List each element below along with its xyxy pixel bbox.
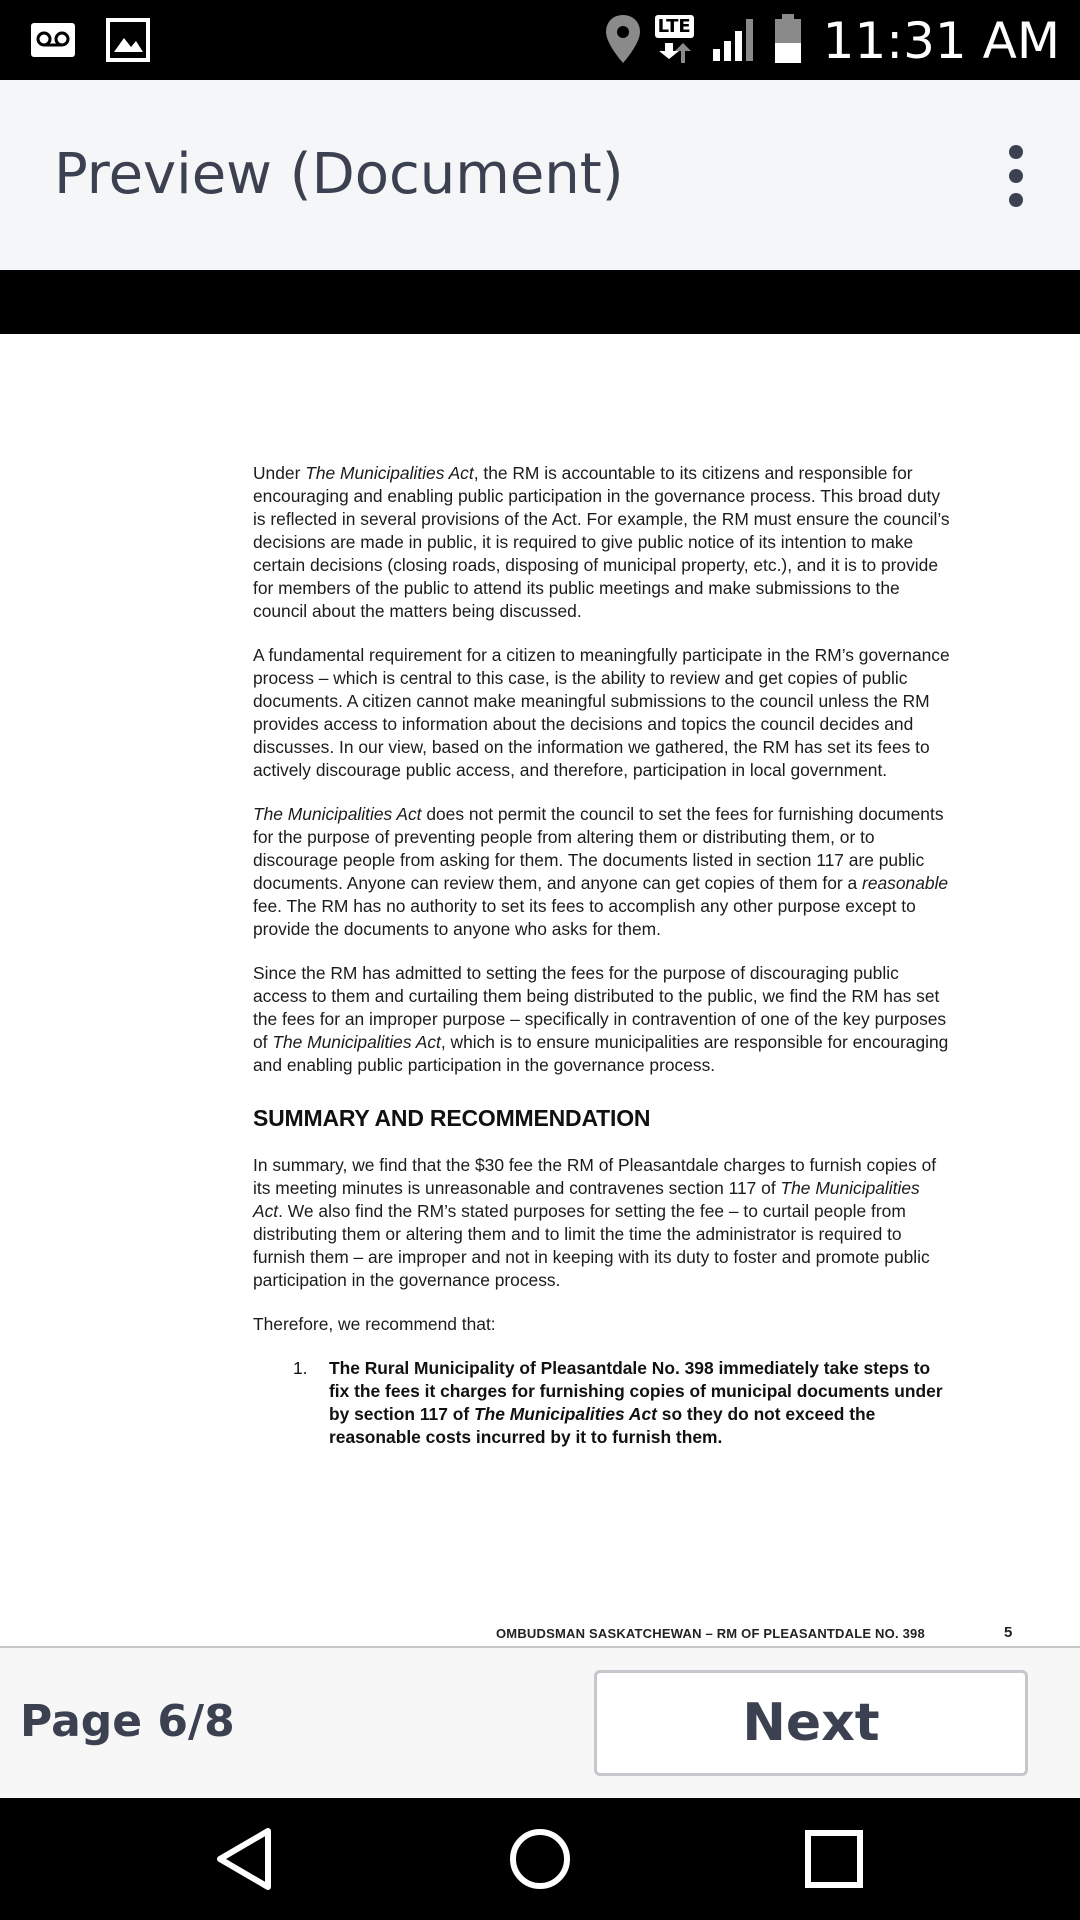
text-run: , which is to ensure municipalities are responsible for encouraging and enabling public participation in the governance process. [253, 1032, 949, 1075]
app-bar [0, 80, 1080, 270]
text-run: The Municipalities Act [253, 1178, 920, 1221]
document-footer: OMBUDSMAN SASKATCHEWAN – RM OF PLEASANTDALE NO. 398 [496, 1626, 925, 1641]
page-title: Preview (Document) [54, 142, 624, 207]
document-paragraph [253, 1313, 953, 1336]
recommendation-number: 1. [293, 1358, 308, 1378]
recommendation-item [293, 1357, 953, 1449]
document-paragraphs [253, 462, 953, 1077]
pager-bar [0, 1648, 1080, 1798]
text-run: In summary, we find that the $30 fee the RM of Pleasantdale charges to furnish copies of its meeting minutes is unreasonable and contravenes section 117 of [253, 1155, 937, 1198]
text-run: reasonable [862, 873, 949, 893]
summary-paragraphs [253, 1154, 953, 1336]
home-button[interactable] [504, 1823, 576, 1895]
more-options-button[interactable] [992, 140, 1040, 212]
document-paragraph [253, 462, 953, 623]
document-paragraph [253, 962, 953, 1077]
document-paragraph [253, 803, 953, 941]
document-paragraph [253, 1154, 953, 1292]
page-indicator: Page 6/8 [20, 1696, 235, 1747]
voicemail-icon [30, 22, 76, 63]
preview-top-band [0, 270, 1080, 334]
signal-icon [711, 15, 761, 68]
back-button[interactable] [210, 1823, 282, 1895]
document-page[interactable] [0, 334, 1080, 1648]
home-icon [504, 1823, 576, 1895]
text-run: . We also find the RM’s stated purposes for setting the fee – to curtail people from distributing them or altering them and to limit the time the administrator is required to furnish them – are improper and not in keeping with its duty to foster and promote public participation in the governance process. [253, 1201, 930, 1290]
location-icon [603, 13, 643, 70]
section-heading: SUMMARY AND RECOMMENDATION [253, 1105, 651, 1131]
text-run: The Municipalities Act [253, 804, 422, 824]
recents-icon [798, 1823, 870, 1895]
navigation-bar [0, 1798, 1080, 1920]
back-icon [210, 1823, 282, 1895]
image-icon [106, 18, 150, 67]
text-run: The Rural Municipality of Pleasantdale No. 398 immediately take steps to fix the fees it charges for furnishing copies of municipal documents under by section 117 of [329, 1358, 943, 1424]
document-page-number: 5 [1004, 1624, 1013, 1641]
document-body [253, 462, 953, 1449]
text-run: fee. The RM has no authority to set its fees to accomplish any other purpose except to provide the documents to anyone who asks for them. [253, 896, 916, 939]
text-run: A fundamental requirement for a citizen to meaningfully participate in the RM’s governance process – which is central to this case, is the ability to review and get copies of public documents. A citizen cannot make meaningful submissions to the council unless the RM provides access to information about the decisions and topics the council decides and discusses. In our view, based on the information we gathered, the RM has set its fees to actively discourage public access, and therefore, participation in local government. [253, 645, 950, 780]
text-run: does not permit the council to set the fees for furnishing documents for the purpose of preventing people from altering them or distributing them, or to discourage people from asking for them. The documents listed in section 117 are public documents. Anyone can review them, and anyone can get copies of them for a [253, 804, 944, 893]
text-run: Under [253, 463, 306, 483]
recommendation-text [329, 1357, 953, 1449]
lte-icon: LTE [655, 13, 699, 69]
text-run: The Municipalities Act [305, 463, 474, 483]
text-run: , the RM is accountable to its citizens and responsible for encouraging and enabling public participation in the governance process. This broad duty is reflected in several provisions of the Act. For example, the RM must ensure the council’s decisions are made in public, it is required to give public notice of its intention to make certain decisions (closing roads, disposing of municipal property, etc.), and it is to provide for members of the public to attend its public meetings and make submissions to the council about the matters being discussed. [253, 463, 950, 621]
status-bar [0, 0, 1080, 80]
battery-icon [773, 13, 803, 70]
text-run: Since the RM has admitted to setting the fees for the purpose of discouraging public access to them and curtailing them being distributed to the public, we find the RM has set the fees for an improper purpose – specifically in contravention of one of the key purposes of [253, 963, 947, 1052]
next-button[interactable]: Next [594, 1670, 1028, 1776]
text-run: so they do not exceed the reasonable costs incurred by it to furnish them. [329, 1404, 876, 1447]
more-vertical-icon [992, 140, 1040, 212]
text-run: The Municipalities Act [272, 1032, 441, 1052]
text-run: Therefore, we recommend that: [253, 1314, 496, 1334]
document-paragraph [253, 644, 953, 782]
recents-button[interactable] [798, 1823, 870, 1895]
text-run: The Municipalities Act [473, 1404, 657, 1424]
status-time: 11:31 AM [822, 12, 1060, 70]
